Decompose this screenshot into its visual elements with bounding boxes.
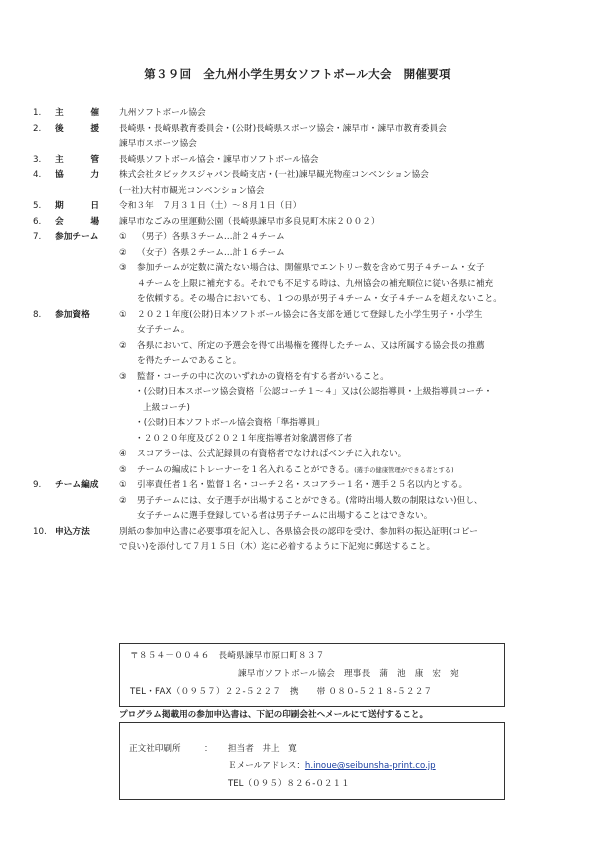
- item-label-char: 催: [90, 108, 99, 118]
- program-note: プログラム掲載用の参加申込書は、下記の印刷会社へメールにて送付すること。: [119, 710, 429, 720]
- item-venue: [33, 215, 563, 231]
- item-label: 参加資格: [55, 309, 90, 320]
- sub-item-note: (選手の健康管理ができる者とする): [354, 466, 454, 474]
- circled-number: ①: [119, 480, 127, 490]
- sub-item: [119, 339, 563, 355]
- sub-item-text: 各県において、所定の予選会を得て出場権を獲得したチーム、又は所属する協会長の推薦: [137, 340, 485, 351]
- item-participating-teams: [33, 230, 563, 308]
- item-label-char: 力: [90, 170, 99, 180]
- item-number: 6.: [33, 216, 42, 227]
- sub-item-text: ２０２１年度(公財)日本ソフトボール協会に各支部を通じて登録した小学生男子・小学生: [137, 309, 483, 320]
- item-number: 8.: [33, 309, 42, 320]
- item-label-char: 管: [90, 154, 99, 165]
- item-eligibility: [33, 308, 563, 479]
- sub-item-text: （女子）各県２チーム…計１６チーム: [137, 247, 285, 258]
- item-label-char: 日: [90, 201, 99, 211]
- item-list: [33, 106, 563, 556]
- item-management: [33, 153, 563, 169]
- item-cooperation: [33, 168, 563, 199]
- recipient: 諫早市ソフトボール協会 理事長 蒲 池 康 宏 宛: [238, 669, 459, 679]
- item-text: 長崎県ソフトボール協会・諫早市ソフトボール協会: [119, 154, 319, 165]
- email-label: Ｅメールアドレス：: [228, 761, 305, 771]
- item-team-composition: [33, 478, 563, 525]
- qualification-bullet: ・(公財)日本スポーツ協会資格「公認コーチ１～４」又は(公認指導員・上級指導員コーチ・: [135, 387, 493, 397]
- item-label-char: 援: [90, 123, 99, 134]
- sub-item-text: チームの編成にトレーナーを１名入れることができる。: [137, 464, 355, 475]
- item-label-char: 主: [55, 154, 64, 165]
- sub-item: [119, 261, 563, 277]
- circled-number: ②: [119, 247, 127, 258]
- sub-item: [119, 370, 563, 386]
- sub-item-continuation: ４チームを上限に補充する。それでも不足する時は、九州協会の補充順位に従い各県に補充: [137, 278, 494, 289]
- item-text: 別紙の参加申込書に必要事項を記入し、各県協会長の認印を受け、参加料の振込証明(コピー: [119, 526, 478, 537]
- printer-phone: TEL（０９５）８２６-０２１１: [228, 779, 350, 789]
- postal-address: 〒８５４－００４６ 長崎県諫早市原口町８３７: [130, 651, 325, 661]
- circled-number: ⑤: [119, 464, 127, 475]
- item-label-char: 場: [90, 216, 99, 227]
- qualification-bullet-continuation: 上級コーチ): [143, 402, 190, 413]
- item-label-char: 協: [55, 170, 64, 180]
- printer-company: 正文社印刷所: [129, 744, 181, 754]
- sub-item: [119, 230, 563, 246]
- item-label: 参加チーム: [55, 232, 99, 242]
- circled-number: ①: [119, 232, 127, 242]
- item-organizer: [33, 106, 563, 122]
- item-number: 1.: [33, 108, 42, 118]
- circled-number: ①: [119, 309, 127, 320]
- circled-number: ②: [119, 340, 127, 351]
- item-number: 3.: [33, 154, 42, 165]
- sub-item-text: （男子）各県３チーム…計２４チーム: [137, 232, 285, 242]
- printer-contact-box: [119, 722, 505, 800]
- sub-item-continuation: 女子チーム。: [137, 325, 190, 335]
- qualification-bullet: ・(公財)日本ソフトボール協会資格「準指導員」: [135, 418, 325, 428]
- circled-number: ④: [119, 449, 127, 459]
- sub-item-text: 監督・コーチの中に次のいずれかの資格を有する者がいること。: [137, 371, 389, 382]
- item-text: 九州ソフトボール協会: [119, 108, 206, 118]
- item-label-char: 会: [55, 216, 64, 227]
- circled-number: ③: [119, 371, 127, 382]
- email-link[interactable]: h.inoue@seibunsha-print.co.jp: [304, 761, 436, 771]
- sub-item: [119, 494, 563, 510]
- sub-item-text: 引率責任者１名・監督１名・コーチ２名・スコアラー１名・選手２５名以内とする。: [137, 480, 468, 490]
- item-label: チーム編成: [55, 480, 99, 490]
- item-text: 令和３年 ７月３１日（土）～８月１日（日）: [119, 201, 302, 211]
- item-label-char: 期: [55, 201, 64, 211]
- sub-item-continuation: 女子チームに選手登録している者は男子チームに出場することはできない。: [137, 511, 433, 521]
- item-label: 申込方法: [55, 526, 90, 537]
- sub-item-continuation: を得たチームであること。: [137, 356, 242, 366]
- circled-number: ③: [119, 263, 127, 273]
- sub-item: [119, 478, 563, 494]
- item-support: [33, 122, 563, 153]
- phone-fax: TEL・FAX（０９５７）２２-５２２７ 携 帯 ０８０-５２１８-５２２７: [130, 687, 433, 697]
- sub-item-text: スコアラーは、公式記録員の有資格者でなければベンチに入れない。: [137, 449, 407, 459]
- item-number: 9.: [33, 480, 42, 490]
- colon: ：: [204, 744, 213, 754]
- circled-number: ②: [119, 495, 127, 506]
- item-label-char: 後: [55, 123, 64, 134]
- printer-contact-person: 担当者 井上 寛: [228, 744, 297, 754]
- sub-item-text: 男子チームには、女子選手が出場することができる。(常時出場人数の制限はない)但し、: [137, 495, 483, 506]
- item-text: 諫早市なごみの里運動公園（長崎県諫早市多良見町木床２００２）: [119, 216, 380, 227]
- sub-item-text: 参加チームが定数に満たない場合は、開催県でエントリー数を含めて男子４チーム・女子: [137, 263, 485, 273]
- item-number: 5.: [33, 201, 42, 211]
- sub-item: [119, 447, 563, 463]
- page-title: 第３９回 全九州小学生男女ソフトボール大会 開催要項: [144, 67, 451, 81]
- item-text: 諫早市スポーツ協会: [119, 139, 197, 149]
- sub-item: [119, 246, 563, 262]
- item-number: 7.: [33, 232, 42, 242]
- item-text: (一社)大村市観光コンベンション協会: [119, 185, 265, 196]
- address-box: [119, 643, 505, 707]
- item-text: 株式会社タビックスジャパン長崎支店・(一社)諫早観光物産コンベンション協会: [119, 170, 429, 180]
- sub-item: [119, 308, 563, 324]
- item-text: で良い)を添付して７月１５日（木）迄に必着するように下記宛に郵送すること。: [119, 542, 436, 552]
- sub-item: [119, 463, 563, 479]
- item-number: 4.: [33, 170, 42, 180]
- item-text: 長崎県・長崎県教育委員会・(公財)長崎県スポーツ協会・諫早市・諫早市教育委員会: [119, 123, 447, 134]
- sub-item-continuation: を依頼する。その場合においても、１つの県が男子４チーム・女子４チームを超えないこと。: [137, 294, 502, 304]
- item-date: [33, 199, 563, 215]
- qualification-bullet: ・２０２０年度及び２０２１年度指導者対象講習修了者: [135, 433, 353, 444]
- item-number: 10.: [33, 526, 47, 537]
- item-label-char: 主: [55, 108, 64, 118]
- item-application-method: [33, 525, 563, 556]
- item-number: 2.: [33, 123, 42, 134]
